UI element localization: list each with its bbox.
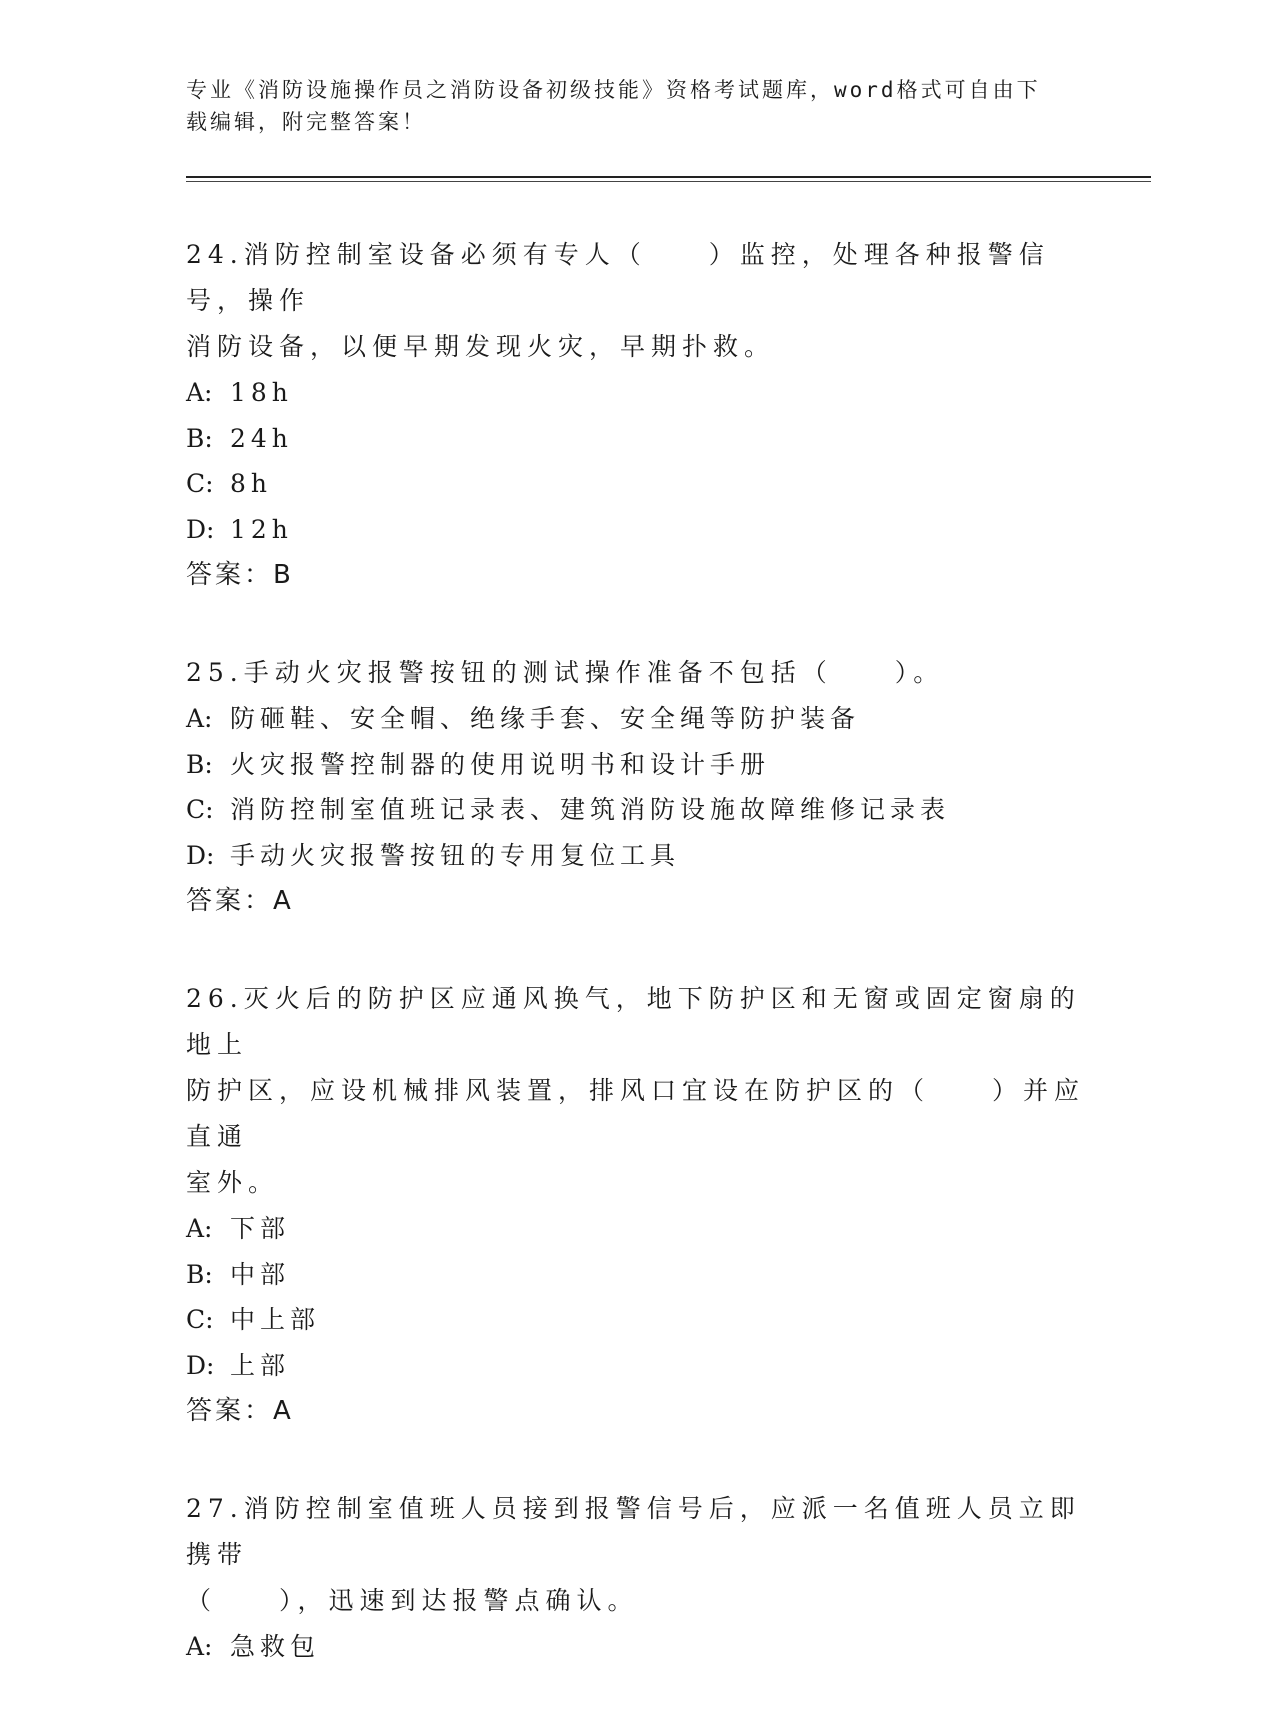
option-text: 手动火灾报警按钮的专用复位工具: [230, 840, 681, 870]
option-letter: A:: [186, 378, 213, 407]
option-letter: D:: [186, 1350, 215, 1380]
question-stem-line: 消防设备，以便早期发现火灾，早期扑救。: [186, 332, 776, 361]
option-text: 上部: [230, 1350, 291, 1380]
option-text: 中部: [230, 1259, 291, 1289]
option-letter: B:: [186, 1259, 213, 1289]
question-25: [186, 650, 1086, 924]
option-b: [186, 1252, 1086, 1298]
option-d: [186, 1343, 1086, 1389]
question-26: [186, 976, 1086, 1434]
header-line-2: 载编辑，附完整答案！: [186, 110, 426, 134]
option-letter: C:: [186, 469, 214, 498]
option-text: 中上部: [230, 1305, 321, 1334]
option-c: [186, 1297, 1086, 1343]
option-a: [186, 696, 1086, 742]
option-letter: A:: [186, 1632, 213, 1661]
option-text: 消防控制室值班记录表、建筑消防设施故障维修记录表: [230, 795, 951, 824]
option-letter: C:: [186, 1305, 214, 1334]
question-stem-line: 室外。: [186, 1168, 280, 1197]
option-c: [186, 787, 1086, 833]
question-stem-line: 27.消防控制室值班人员接到报警信号后，应派一名值班人员立即携带: [186, 1494, 1081, 1569]
option-b: [186, 416, 1086, 462]
header-divider-thick: [186, 176, 1151, 178]
option-a: [186, 1624, 1086, 1670]
question-stem-line: 防护区，应设机械排风装置，排风口宜设在防护区的（ ）并应直通: [186, 1076, 1086, 1151]
option-text: 8h: [230, 469, 273, 498]
question-stem-line: 26.灭火后的防护区应通风换气，地下防护区和无窗或固定窗扇的地上: [186, 984, 1081, 1059]
option-letter: A:: [186, 1214, 213, 1243]
option-c: [186, 461, 1086, 507]
option-text: 防砸鞋、安全帽、绝缘手套、安全绳等防护装备: [230, 704, 861, 733]
option-letter: D:: [186, 514, 215, 544]
option-d: [186, 833, 1086, 879]
option-text: 火灾报警控制器的使用说明书和设计手册: [230, 749, 771, 779]
header-divider-thin: [186, 181, 1151, 182]
option-d: [186, 507, 1086, 553]
answer-line: 答案：A: [186, 1396, 294, 1426]
option-text: 急救包: [230, 1632, 321, 1661]
option-a: [186, 1206, 1086, 1252]
question-24: [186, 232, 1086, 598]
option-letter: C:: [186, 795, 214, 824]
option-letter: D:: [186, 840, 215, 870]
option-text: 18h: [230, 378, 293, 407]
question-stem-line: 25.手动火灾报警按钮的测试操作准备不包括（ ）。: [186, 658, 945, 687]
option-letter: B:: [186, 423, 213, 453]
option-letter: A:: [186, 704, 213, 733]
answer-line: 答案：A: [186, 886, 294, 916]
option-b: [186, 742, 1086, 788]
option-text: 24h: [230, 423, 293, 453]
option-a: [186, 370, 1086, 416]
question-list: [186, 232, 1086, 1722]
option-text: 12h: [230, 514, 293, 544]
document-header: [186, 74, 1066, 138]
answer-line: 答案：B: [186, 560, 294, 590]
header-line-1: 专业《消防设施操作员之消防设备初级技能》资格考试题库，word格式可自由下: [186, 78, 1041, 102]
option-letter: B:: [186, 749, 213, 779]
question-27: [186, 1486, 1086, 1670]
question-stem-line: 24.消防控制室设备必须有专人（ ）监控，处理各种报警信号，操作: [186, 240, 1050, 315]
option-text: 下部: [230, 1214, 291, 1243]
question-stem-line: （ ），迅速到达报警点确认。: [186, 1586, 639, 1615]
